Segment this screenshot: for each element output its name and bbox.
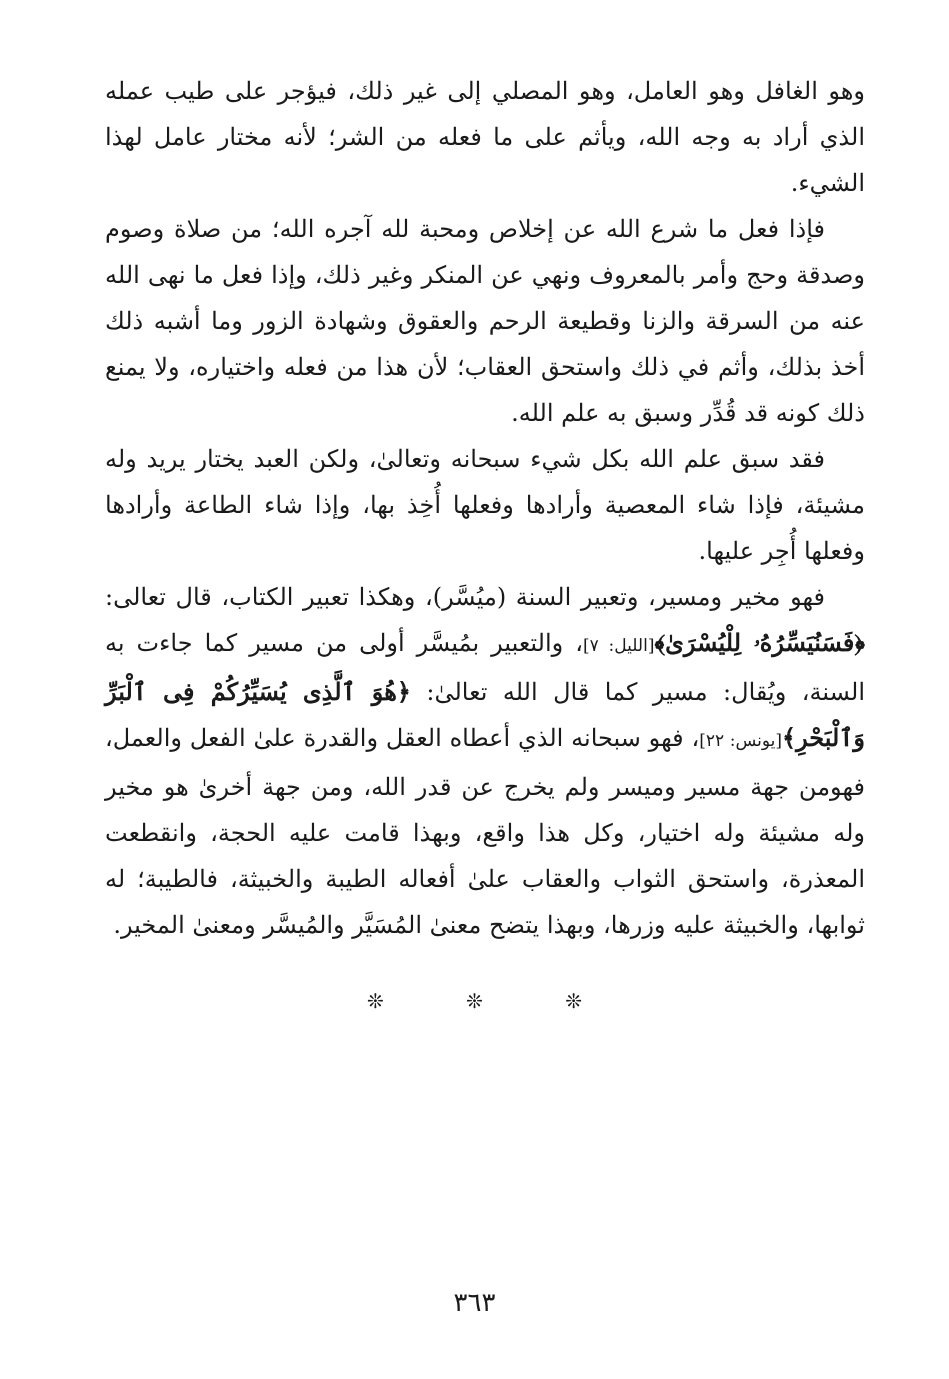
page-body bbox=[105, 68, 865, 948]
quran-verse-yunus: ﴿هُوَ ٱلَّذِى يُسَيِّرُكُمْ فِى ٱلْبَرِّ وَٱلْبَحْرِ﴾ bbox=[105, 677, 866, 752]
paragraph-4-text-3: ، فهو سبحانه الذي أعطاه العقل والقدرة علىٰ الفعل والعمل، فهومن جهة مسير وميسر ولم يخرج عن قدر الله، ومن جهة أخرىٰ هو مخير وله مشيئة وله اختيار، وكل هذا واقع، وبهذا قامت عليه الحجة، وانقطعت المعذرة، واستحق الثواب والعقاب علىٰ أفعاله الطيبة والخبيثة، فالطيبة؛ له ثوابها، والخبيثة عليه وزرها، وبهذا يتضح معنىٰ المُسَيَّر والمُيسَّر ومعنىٰ المخير. bbox=[105, 724, 865, 939]
section-separator bbox=[0, 986, 949, 1016]
paragraph-4-text-2: ، والتعبير بمُيسَّر أولى من مسير كما جاءت به السنة، ويُقال: مسير كما قال الله تعالىٰ: bbox=[105, 629, 866, 706]
paragraph-1: وهو الغافل وهو العامل، وهو المصلي إلى غير ذلك، فيؤجر على طيب عمله الذي أراد به وجه الله، ويأثم على ما فعله من الشر؛ لأنه مختار عامل لهذا الشيء. bbox=[105, 77, 865, 197]
paragraph-3: فقد سبق علم الله بكل شيء سبحانه وتعالىٰ، ولكن العبد يختار يريد وله مشيئة، فإذا شاء المعصية وأرادها وفعلها أُخِذ بها، وإذا شاء الطاعة وأرادها وفعلها أُجِر عليها. bbox=[105, 445, 865, 565]
separator-star-icon: ❊ bbox=[366, 989, 384, 1013]
paragraph-2: فإذا فعل ما شرع الله عن إخلاص ومحبة لله آجره الله؛ من صلاة وصوم وصدقة وحج وأمر بالمعروف ونهي عن المنكر وغير ذلك، وإذا فعل ما نهى الله عنه من السرقة والزنا وقطيعة الرحم والعقوق وشهادة الزور وما أشبه ذلك أخذ بذلك، وأثم في ذلك واستحق العقاب؛ لأن هذا من فعله واختياره، ولا يمنع ذلك كونه قد قُدِّر وسبق به علم الله. bbox=[105, 215, 865, 427]
verse-reference-al-layl: [الليل: ٧] bbox=[583, 636, 655, 656]
separator-star-icon: ❊ bbox=[466, 989, 483, 1013]
verse-reference-yunus: [يونس: ٢٢] bbox=[699, 731, 782, 751]
paragraph-4-text-1: فهو مخير ومسير، وتعبير السنة (ميُسَّر)، وهكذا تعبير الكتاب، قال تعالى: bbox=[105, 583, 825, 611]
paragraph-4 bbox=[105, 574, 865, 948]
separator-star-icon: ❊ bbox=[565, 989, 582, 1013]
quran-verse-al-layl: ﴿فَسَنُيَسِّرُهُۥ لِلْيُسْرَىٰ﴾ bbox=[654, 628, 865, 657]
page-number: ٣٦٣ bbox=[453, 1288, 496, 1318]
